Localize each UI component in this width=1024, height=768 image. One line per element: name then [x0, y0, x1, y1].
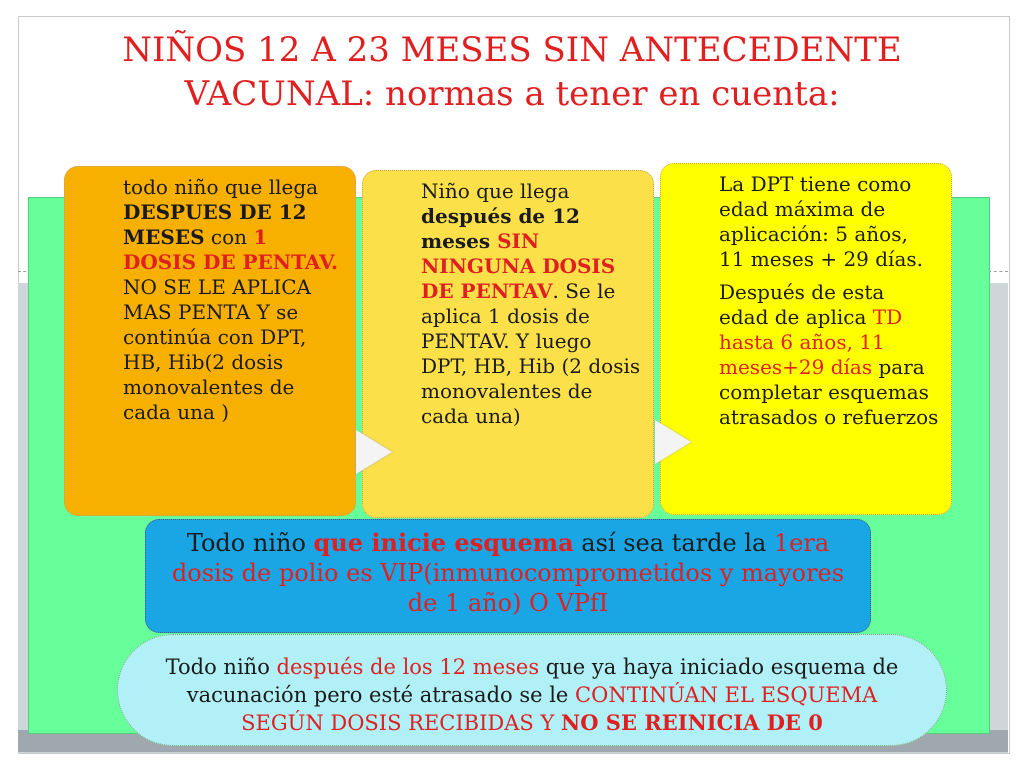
rule-box-2-text	[421, 179, 641, 429]
text: Todo niño	[165, 655, 277, 679]
text-highlight: 1era dosis de polio es VIP(inmunocomprometidos y mayores de 1 año) O VPfI	[171, 529, 845, 617]
text-highlight: TD hasta 6 años, 11 meses+29 días	[719, 305, 903, 379]
rule-box-dpt-age-limit	[660, 163, 952, 515]
rule-box-3-text-2	[719, 280, 939, 430]
text: con	[204, 225, 254, 249]
text-highlight: SIN NINGUNA DOSIS DE PENTAV	[421, 229, 616, 303]
title-line-2: VACUNAL: normas a tener en cuenta:	[184, 74, 840, 114]
text-highlight: que inicie esquema	[313, 528, 574, 557]
text-bold: después de 12 meses	[421, 204, 580, 253]
text: para completar esquemas atrasados o refuerzos	[719, 355, 939, 429]
divider-right	[988, 271, 1008, 272]
text-highlight: CONTINÚAN EL ESQUEMA SEGÚN DOSIS RECIBIDAS Y	[241, 683, 878, 735]
text: Después de esta edad de aplica	[719, 280, 885, 329]
text: que ya haya iniciado esquema de vacunación pero esté atrasado se le	[186, 655, 899, 707]
text-highlight: 1 DOSIS DE PENTAV.	[123, 225, 338, 274]
rule-box-with-one-dose	[64, 166, 356, 516]
arrow-right-icon	[356, 430, 392, 474]
text: Niño que llega	[421, 179, 570, 203]
text-highlight: después de los 12 meses	[276, 655, 540, 679]
text: NO SE LE APLICA MAS PENTA Y se continúa con DPT, HB, Hib(2 dosis monovalentes de cada una )	[123, 275, 311, 424]
rule-box-without-doses	[362, 170, 654, 518]
arrow-right-icon	[655, 420, 691, 464]
text: Todo niño	[186, 529, 314, 557]
title-line-1: NIÑOS 12 A 23 MESES SIN ANTECEDENTE	[122, 30, 902, 70]
text-highlight-bold: NO SE REINICIA DE 0	[561, 710, 823, 735]
text: todo niño que llega	[123, 175, 319, 199]
continue-scheme-rule	[117, 634, 947, 746]
text: . Se le aplica 1 dosis de PENTAV. Y luego DPT, HB, Hib (2 dosis monovalentes de cada una)	[421, 279, 641, 428]
rule-box-1-text	[123, 175, 343, 425]
text: así sea tarde la	[573, 529, 774, 557]
polio-rule-box	[145, 519, 871, 633]
text-bold: DESPUES DE 12 MESES	[123, 200, 307, 249]
slide-title	[0, 28, 1024, 116]
rule-box-3-text-1: La DPT tiene como edad máxima de aplicación: 5 años, 11 meses + 29 días.	[719, 172, 923, 271]
